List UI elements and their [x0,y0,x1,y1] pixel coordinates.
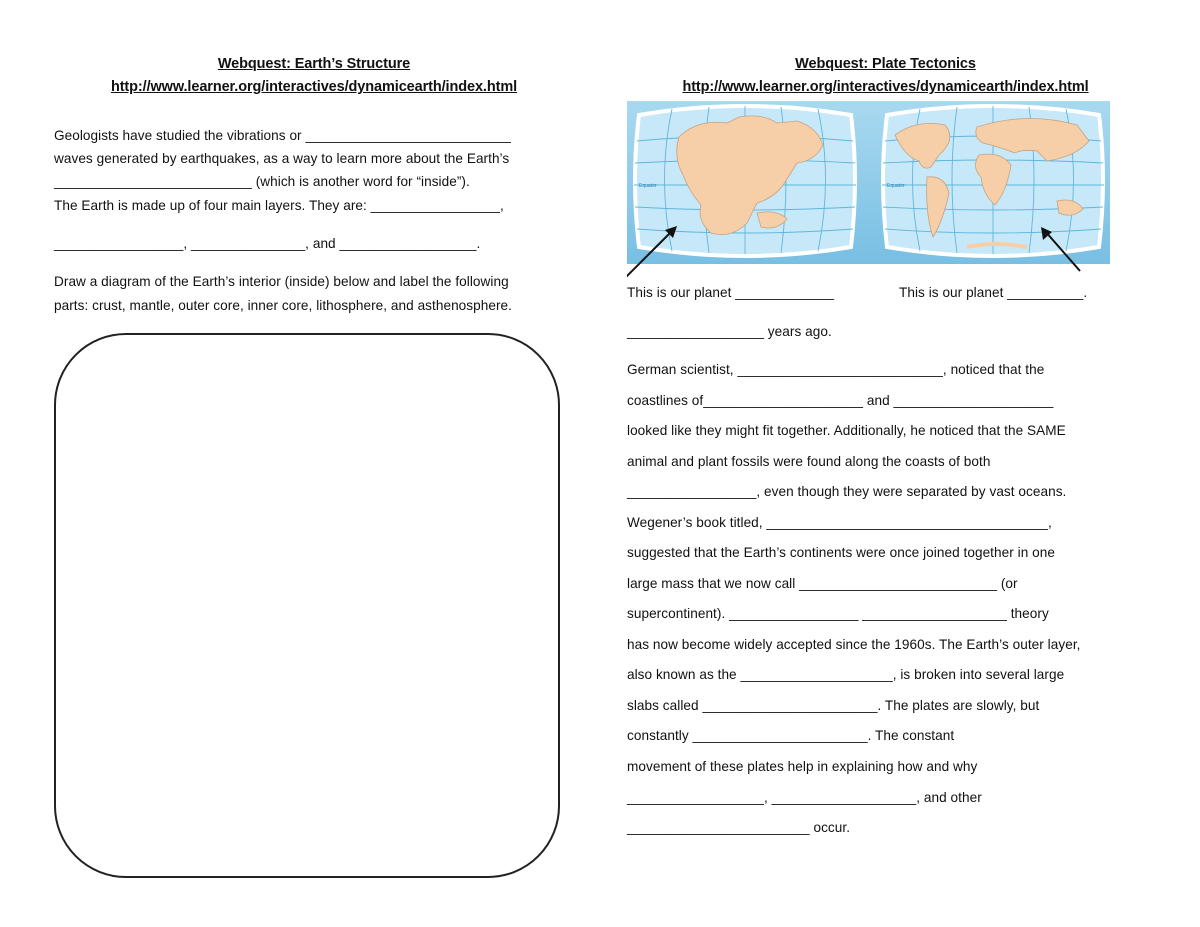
right-text-line: _________________, even though they were separated by vast oceans. [627,484,1067,499]
left-text-line: _________________, _______________, and __________________. [54,236,481,251]
right-text-line: looked like they might fit together. Additionally, he noticed that the SAME [627,423,1066,438]
equator-label: Equator [639,183,657,189]
left-url[interactable]: http://www.learner.org/interactives/dynamicearth/index.html [110,79,518,95]
left-title: Webquest: Earth’s Structure [217,56,411,72]
right-text-line: has now become widely accepted since the 1960s. The Earth’s outer layer, [627,637,1081,652]
diagram-drawing-box[interactable] [54,333,560,878]
right-text-line: movement of these plates help in explaining how and why [627,759,978,774]
right-url[interactable]: http://www.learner.org/interactives/dynamicearth/index.html [682,79,1089,95]
right-text-line: constantly _______________________. The constant [627,728,955,743]
right-text-line: animal and plant fossils were found along the coasts of both [627,454,991,469]
right-text-line: suggested that the Earth’s continents were once joined together in one [627,545,1055,560]
left-text-line: The Earth is made up of four main layers. They are: _________________, [54,198,504,213]
right-text-line: ________________________ occur. [627,820,851,835]
left-text-line: __________________________ (which is another word for “inside”). [54,174,470,189]
right-text-line: also known as the ____________________, is broken into several large [627,667,1065,682]
right-text-line: coastlines of_____________________ and _____________________ [627,393,1054,408]
right-text-line: __________________, ___________________, and other [627,790,982,805]
years-ago-line: __________________ years ago. [627,324,832,339]
left-text-line: Draw a diagram of the Earth’s interior (inside) below and label the following [54,274,509,289]
right-text-line: slabs called _______________________. The plates are slowly, but [627,698,1040,713]
right-title: Webquest: Plate Tectonics [795,56,976,72]
left-text-line: Geologists have studied the vibrations or ___________________________ [54,128,511,143]
equator-label: Equator [887,183,905,189]
modern-world-map [882,106,1104,256]
pangaea-map [634,106,856,256]
left-text-line: parts: crust, mantle, outer core, inner core, lithosphere, and asthenosphere. [54,298,512,313]
right-text-line: German scientist, ___________________________, noticed that the [627,362,1045,377]
left-text-line: waves generated by earthquakes, as a way to learn more about the Earth’s [54,151,510,166]
caption-right: This is our planet __________. [899,285,1088,300]
right-text-line: supercontinent). _________________ ___________________ theory [627,606,1049,621]
right-text-line: Wegener’s book titled, _____________________________________, [627,515,1052,530]
continental-drift-maps [627,101,1110,264]
right-text-line: large mass that we now call __________________________ (or [627,576,1018,591]
caption-left: This is our planet _____________ [627,285,835,300]
